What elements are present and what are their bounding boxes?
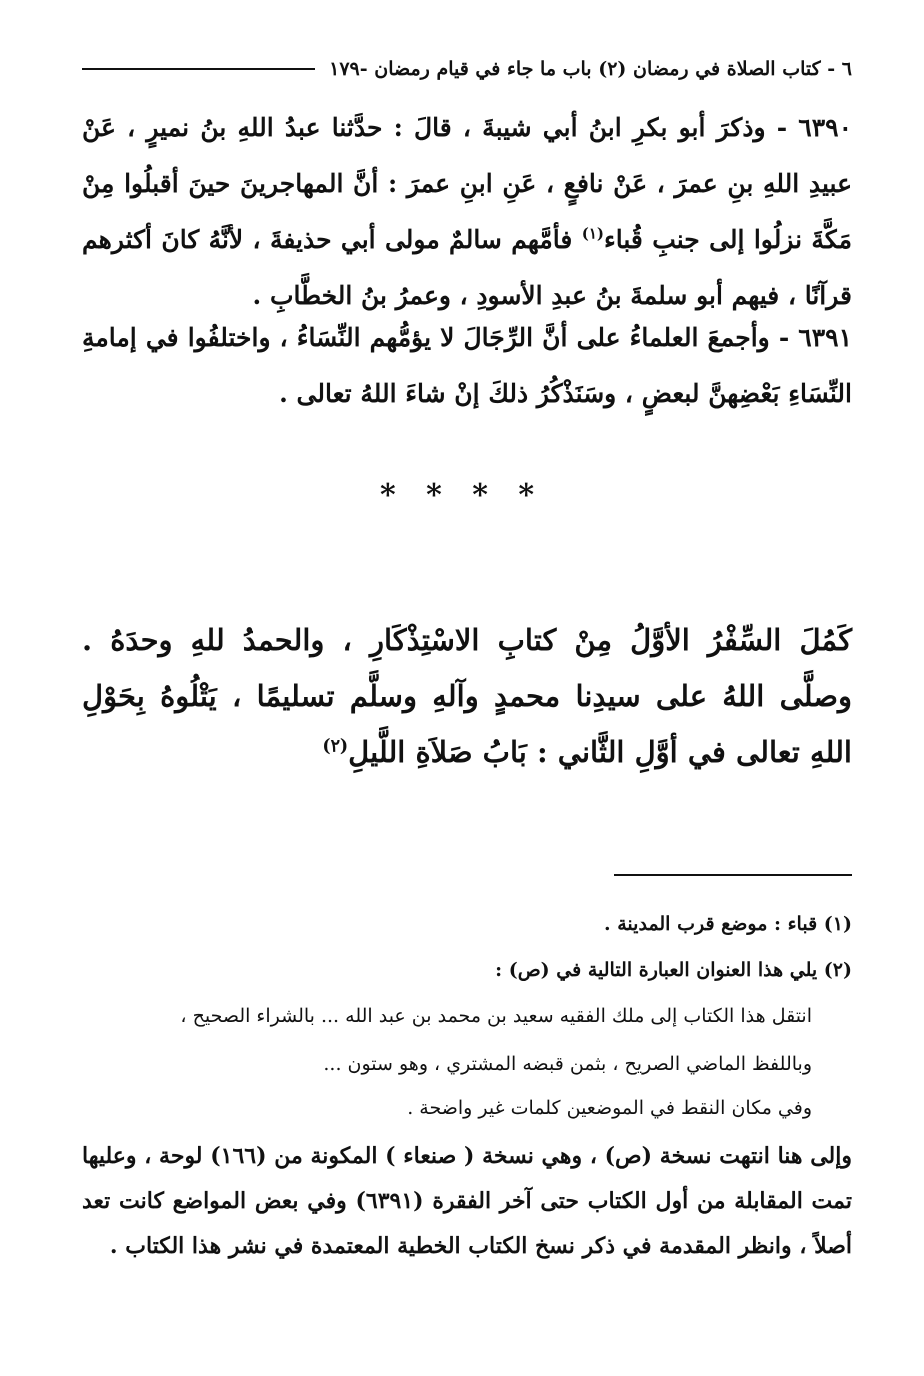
closing-statement (82, 612, 852, 780)
header-rule (82, 68, 315, 70)
running-header (82, 52, 852, 86)
footnote-ref-2[interactable]: (٢) (322, 736, 349, 757)
footnote-2-heading: (٢) يلي هذا العنوان العبارة التالية في (ص) : (495, 959, 852, 981)
footnote-1: (١) قباء : موضع قرب المدينة . (604, 913, 852, 935)
footnote-2-line-2: وباللفظ الماضي الصريح ، بثمن قبضه المشتري ، وهو ستون ... (323, 1053, 812, 1075)
footnote-rule (614, 874, 852, 876)
footnote-2-line-1: انتقل هذا الكتاب إلى ملك الفقيه سعيد بن محمد بن عبد الله ... بالشراء الصحيح ، (180, 1005, 812, 1027)
paragraph-6391: ٦٣٩١ - وأجمعَ العلماءُ على أنَّ الرِّجَالَ لا يؤمُّهم النِّسَاءُ ، واختلفُوا في إمامةِ النِّسَاءِ بَعْضِهنَّ لبعضٍ ، وسَنَذْكُرُ ذلكَ إنْ شاءَ اللهُ تعالى . (82, 323, 852, 408)
footnote-2-paragraph: وإلى هنا انتهت نسخة (ص) ، وهي نسخة ( صنعاء ) المكونة من (١٦٦) لوحة ، وعليها تمت المقابلة من أول الكتاب حتى آخر الفقرة (٦٣٩١) وفي بعض المواضع كانت تعد أصلاً ، وانظر المقدمة في ذكر نسخ الكتاب الخطية المعتمدة في نشر هذا الكتاب . (82, 1143, 852, 1259)
paragraph-6390-text: ٦٣٩٠ - وذكرَ أبو بكرِ ابنُ أبي شيبةَ ، قالَ : حدَّثنا عبدُ اللهِ بنُ نميرٍ ، عَنْ عبيدِ اللهِ بنِ عمرَ ، عَنْ نافعٍ ، عَنِ ابنِ عمرَ : أنَّ المهاجرينَ حينَ أقبلُوا مِنْ مَكَّةَ نزلُوا إلى جنبِ قُباء (82, 113, 853, 254)
paragraph-6390 (82, 100, 852, 324)
running-title: ٦ - كتاب الصلاة في رمضان (٢) باب ما جاء في قيام رمضان -١٧٩ (329, 58, 852, 80)
footnote-2-line-3: وفي مكان النقط في الموضعين كلمات غير واضحة . (407, 1097, 812, 1119)
closing-text: كَمُلَ السِّفْرُ الأوَّلُ مِنْ كتابِ الاسْتِذْكَارِ ، والحمدُ للهِ وحدَهُ . وصلَّى اللهُ على سيدِنا محمدٍ وآلهِ وسلَّم تسليمًا ، يَتْلُوهُ بِحَوْلِ اللهِ تعالى في أوَّلِ الثَّاني : بَابُ صَلاَةِ اللَّيلِ (82, 623, 852, 769)
section-separator: * * * * (379, 478, 545, 513)
footnote-ref-1[interactable]: (١) (581, 224, 604, 243)
paragraph-6390-rest: فأمَّهم سالمٌ مولى أبي حذيفةَ ، لأنَّهُ كانَ أكثرهم قرآنًا ، فيهم أبو سلمةَ بنُ عبدِ الأسودِ ، وعمرُ بنُ الخطَّابِ . (82, 225, 852, 310)
